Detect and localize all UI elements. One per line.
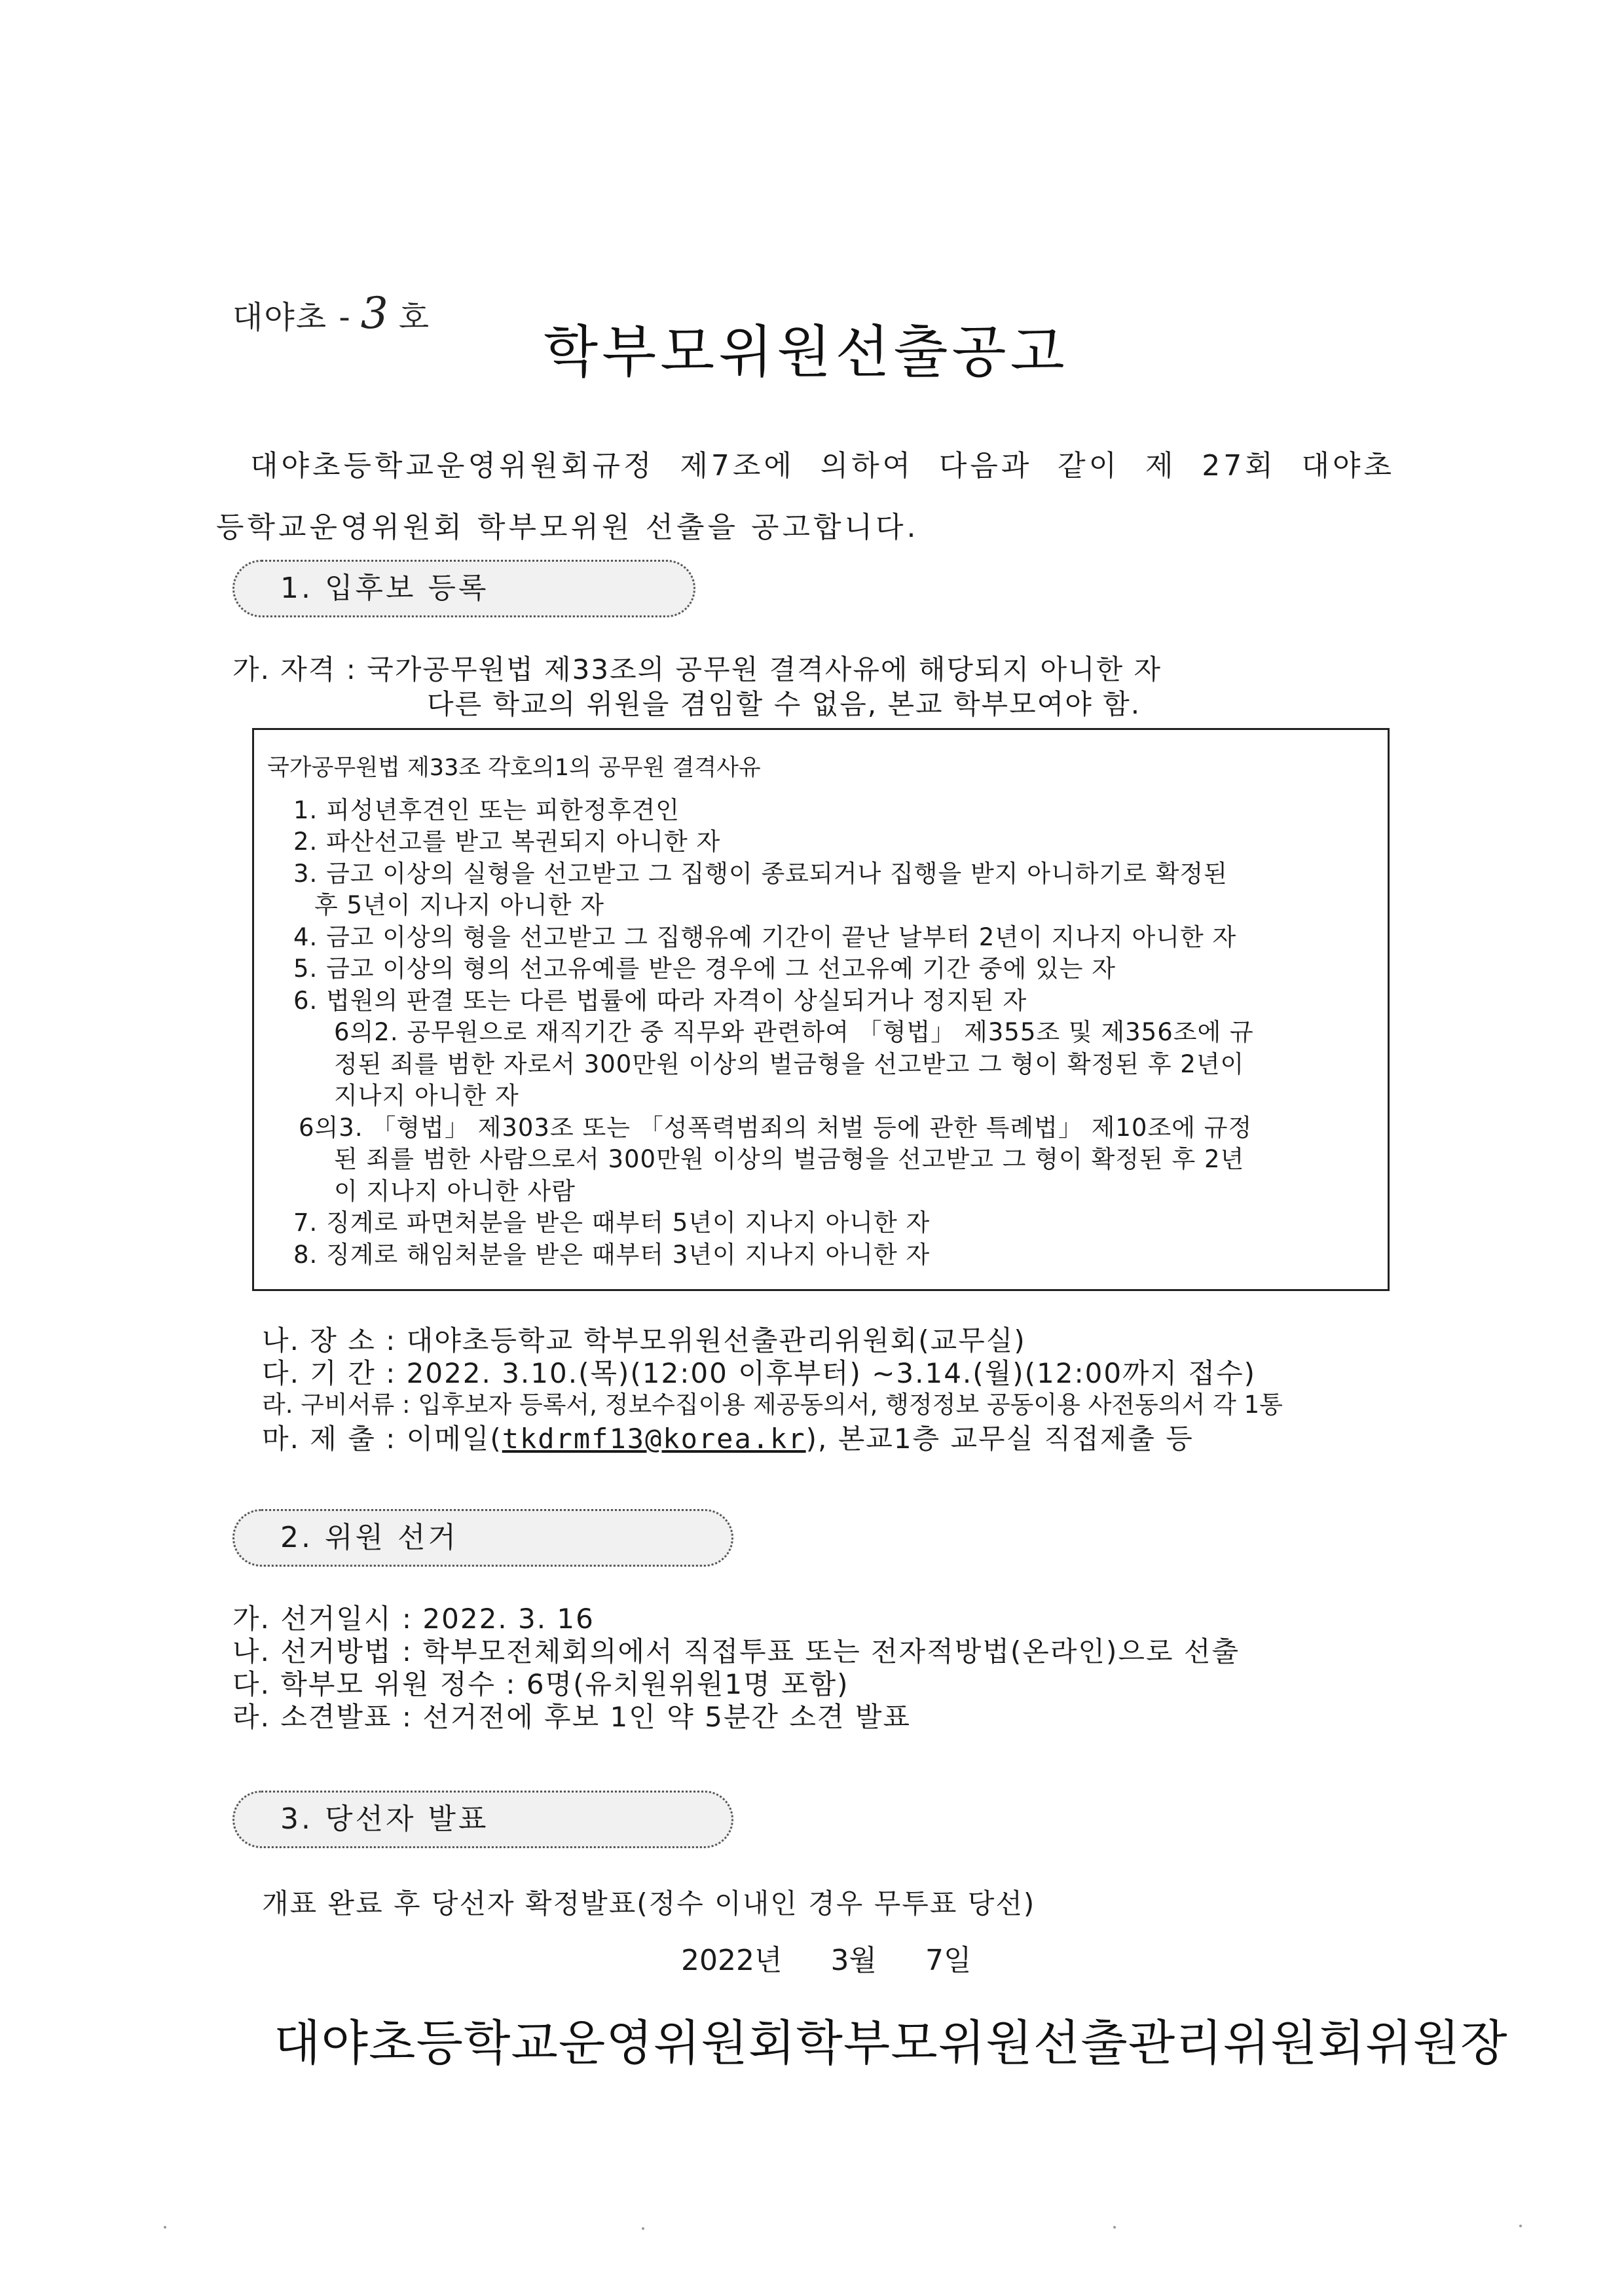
doc-number-suffix: 호 [398, 299, 431, 336]
submission-suffix: ), 본교1층 교무실 직접제출 등 [805, 1423, 1194, 1455]
page-title: 학부모위원선출공고 [544, 319, 1069, 385]
list-item: 1. 피성년후견인 또는 피한정후견인 [293, 796, 680, 824]
submission-email-link[interactable]: tkdrmf13@korea.kr [502, 1423, 806, 1455]
list-item: 8. 징계로 해임처분을 받은 때부터 3년이 지나지 아니한 자 [293, 1241, 931, 1269]
list-item: 2. 파산선고를 받고 복권되지 아니한 자 [293, 828, 721, 856]
list-item: 6. 법원의 판결 또는 다른 법률에 따라 자격이 상실되거나 정지된 자 [293, 987, 1027, 1015]
intro-line-1: 대야초등학교운영위원회규정 제7조에 의하여 다음과 같이 제 27회 대야초 [250, 449, 1395, 483]
document-number [232, 288, 430, 338]
section-heading-announcement: 3. 당선자 발표 [232, 1791, 733, 1848]
list-item: 정된 죄를 범한 자로서 300만원 이상의 벌금형을 선고받고 그 형이 확정된 후 2년이 [334, 1050, 1245, 1078]
list-item: 후 5년이 지나지 아니한 자 [314, 891, 605, 919]
intro-paragraph [216, 435, 1395, 558]
scan-speck [642, 2227, 644, 2230]
submission-method [262, 1417, 1194, 1457]
list-item: 된 죄를 범한 사람으로서 300만원 이상의 벌금형을 선고받고 그 형이 확정된 후 2년 [334, 1145, 1245, 1173]
list-item: 7. 징계로 파면처분을 받은 때부터 5년이 지나지 아니한 자 [293, 1209, 931, 1237]
list-item: 5. 금고 이상의 형의 선고유예를 받은 경우에 그 선고유예 기간 중에 있는 자 [293, 955, 1116, 983]
submission-prefix: 마. 제 출 : 이메일( [262, 1423, 502, 1455]
election-item-quota: 다. 학부모 위원 정수 : 6명(유치원위원1명 포함) [232, 1668, 849, 1700]
list-item: 4. 금고 이상의 형을 선고받고 그 집행유예 기간이 끝난 날부터 2년이 지나지 아니한 자 [293, 923, 1237, 951]
announcement-text: 개표 완료 후 당선자 확정발표(정수 이내인 경우 무투표 당선) [262, 1887, 1036, 1920]
disqualification-box [252, 728, 1390, 1291]
signature-line: 대야초등학교운영위원회학부모위원선출관리위원회위원장 [274, 2015, 1508, 2071]
disqualification-box-title: 국가공무원법 제33조 각호의1의 공무원 결격사유 [267, 755, 761, 781]
list-item: 3. 금고 이상의 실형을 선고받고 그 집행이 종료되거나 집행을 받지 아니하기로 확정된 [293, 860, 1228, 888]
doc-number-prefix: 대야초 - [232, 299, 352, 336]
issue-date: 2022년 3월 7일 [681, 1944, 972, 1977]
required-documents: 라. 구비서류 : 입후보자 등록서, 정보수집이용 제공동의서, 행정정보 공동이용 사전동의서 각 1통 [262, 1391, 1283, 1419]
intro-line-2: 등학교운영위원회 학부모위원 선출을 공고합니다. [216, 511, 919, 544]
scan-speck [164, 2226, 166, 2229]
election-item-speech: 라. 소견발표 : 선거전에 후보 1인 약 5분간 소견 발표 [232, 1701, 911, 1733]
registration-place: 나. 장 소 : 대야초등학교 학부모위원선출관리위원회(교무실) [262, 1324, 1026, 1357]
election-item-date: 가. 선거일시 : 2022. 3. 16 [232, 1603, 595, 1635]
registration-period: 다. 기 간 : 2022. 3.10.(목)(12:00 이후부터) ~3.14.(월)(12:00까지 접수) [262, 1357, 1257, 1389]
qualification-line-1: 가. 자격 : 국가공무원법 제33조의 공무원 결격사유에 해당되지 아니한 자 [232, 653, 1162, 685]
election-item-method: 나. 선거방법 : 학부모전체회의에서 직접투표 또는 전자적방법(온라인)으로 선출 [232, 1635, 1240, 1667]
qualification-line-2: 다른 학교의 위원을 겸임할 수 없음, 본교 학부모여야 함. [427, 688, 1141, 720]
list-item: 6의3. 「형법」 제303조 또는 「성폭력범죄의 처벌 등에 관한 특례법」 제10조에 규정 [299, 1114, 1253, 1142]
list-item: 이 지나지 아니한 사람 [334, 1177, 576, 1205]
section-heading-election: 2. 위원 선거 [232, 1509, 733, 1567]
list-item: 6의2. 공무원으로 재직기간 중 직무와 관련하여 「형법」 제355조 및 제356조에 규 [334, 1018, 1254, 1046]
section-heading-registration: 1. 입후보 등록 [232, 560, 695, 617]
scan-speck [1519, 2225, 1522, 2227]
doc-number-handwritten: 3 [360, 288, 390, 338]
scan-speck [1113, 2226, 1116, 2229]
list-item: 지나지 아니한 자 [334, 1082, 519, 1110]
